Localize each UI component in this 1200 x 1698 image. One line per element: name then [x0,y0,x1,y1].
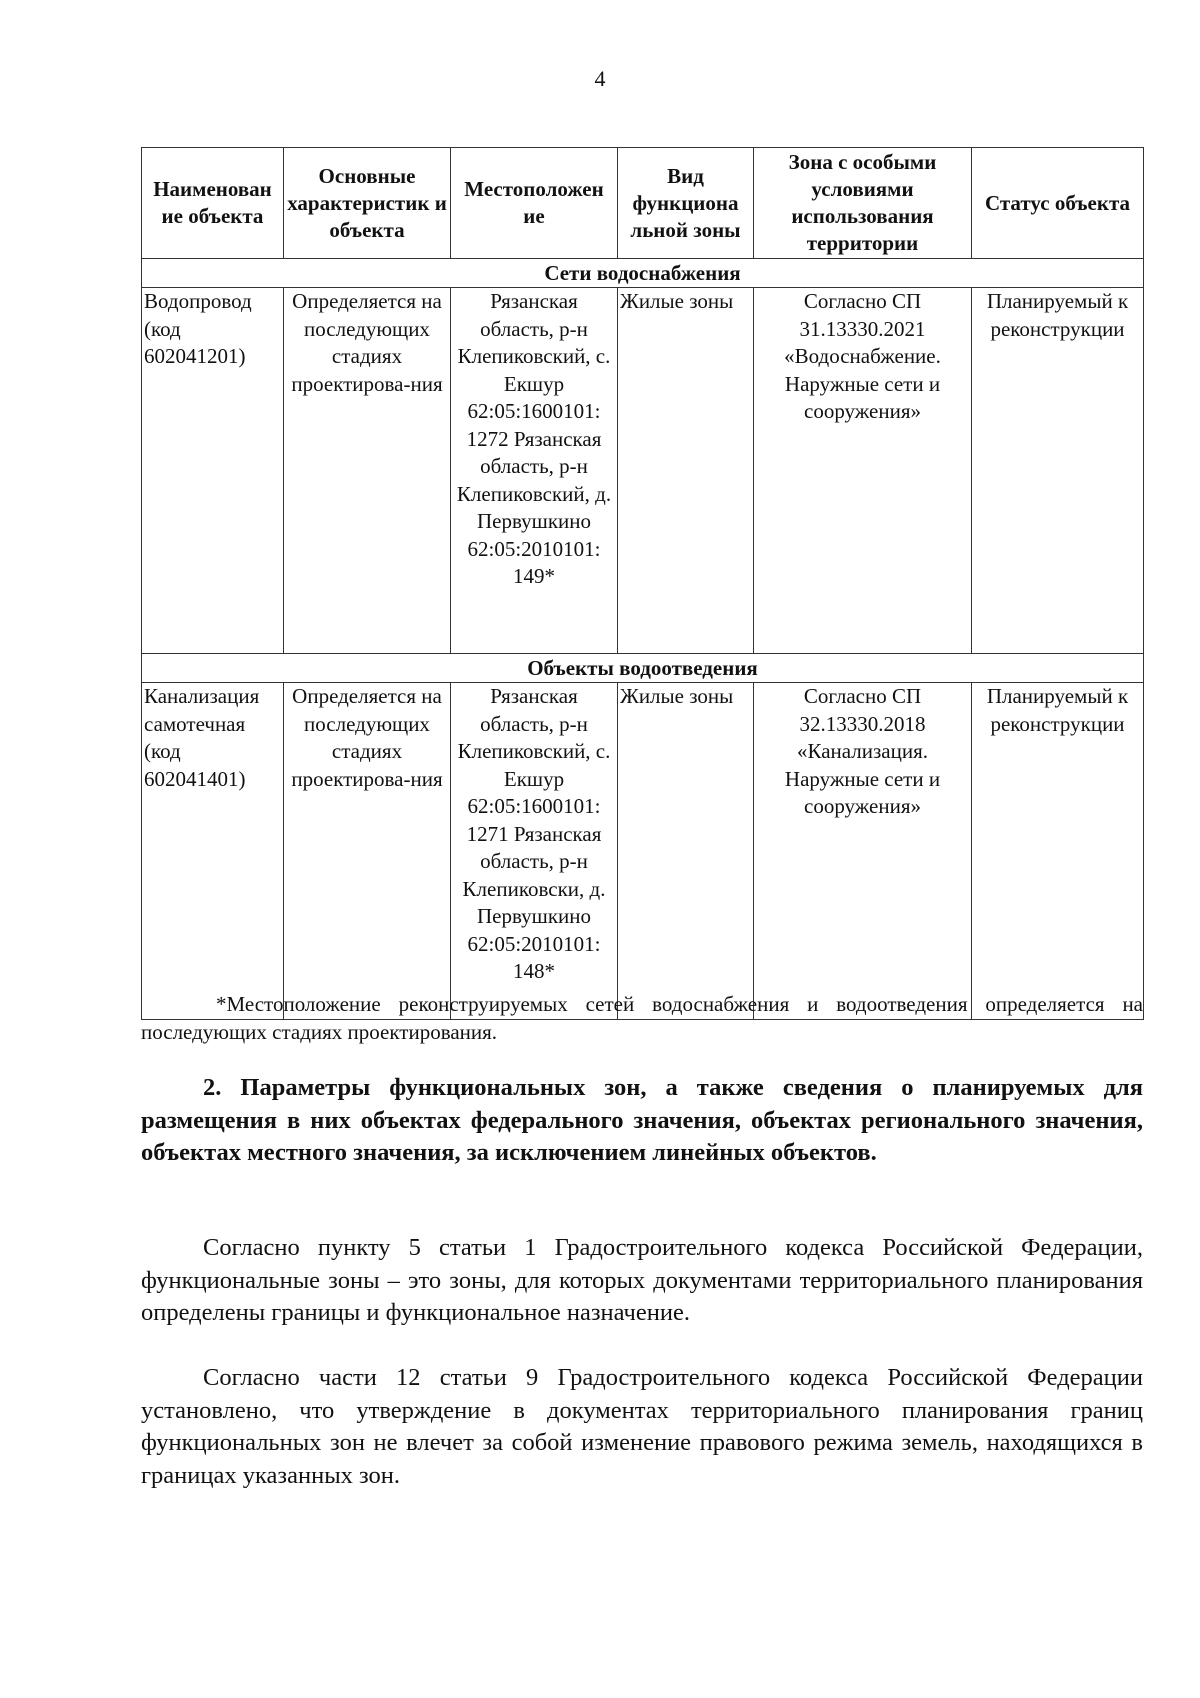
section-row-sewerage [142,654,1144,683]
section-title: Объекты водоотведения [142,654,1144,683]
cell-characteristics: Определяется на последующих стадиях проектирова-ния [284,288,451,654]
header-special-zone: Зона с особыми условиями использования территории [754,148,972,259]
section-heading: 2. Параметры функциональных зон, а также сведения о планируемых для размещения в них объектах федерального значения, объектах регионального значения, объектах местного значения, за исключением линейных объектов. [141,1074,1143,1166]
cell-location: Рязанская область, р-н Клепиковский, с. Екшур 62:05:1600101: 1272 Рязанская область, р-н Клепиковский, д. Первушкино 62:05:2010101: 149* [451,288,618,654]
header-status: Статус объекта [972,148,1144,259]
cell-special-zone: Согласно СП 31.13330.2021 «Водоснабжение. Наружные сети и сооружения» [754,288,972,654]
cell-functional-zone: Жилые зоны [618,683,754,1020]
cell-special-zone: Согласно СП 32.13330.2018 «Канализация. Наружные сети и сооружения» [754,683,972,1020]
cell-status: Планируемый к реконструкции [972,288,1144,654]
table-row [142,683,1144,1020]
infrastructure-table [141,147,1144,1020]
cell-functional-zone: Жилые зоны [618,288,754,654]
header-functional-zone: Вид функциона льной зоны [618,148,754,259]
table-header-row [142,148,1144,259]
section-row-water-supply [142,259,1144,288]
header-characteristics: Основные характеристик и объекта [284,148,451,259]
cell-characteristics: Определяется на последующих стадиях проектирова-ния [284,683,451,1020]
header-location: Местоположен ие [451,148,618,259]
cell-location: Рязанская область, р-н Клепиковский, с. Екшур 62:05:1600101: 1271 Рязанская область, р-н Клепиковски, д. Первушкино 62:05:2010101: 148* [451,683,618,1020]
table-footnote: *Местоположение реконструируемых сетей водоснабжения и водоотведения определяется на последующих стадиях проектирования. [141,992,1143,1044]
cell-object-name: Водопровод (код 602041201) [142,288,284,654]
paragraph: Согласно части 12 статьи 9 Градостроительного кодекса Российской Федерации установлено, что утверждение в документах территориального планирования границ функциональных зон не влечет за собой изменение правового режима земель, находящихся в границах указанных зон. [141,1364,1143,1489]
page-number: 4 [594,66,606,91]
cell-status: Планируемый к реконструкции [972,683,1144,1020]
cell-object-name: Канализация самотечная (код 602041401) [142,683,284,1020]
table-row [142,288,1144,654]
section-title: Сети водоснабжения [142,259,1144,288]
paragraph: Согласно пункту 5 статьи 1 Градостроительного кодекса Российской Федерации, функциональные зоны – это зоны, для которых документами территориального планирования определены границы и функциональное назначение. [141,1234,1143,1326]
header-object-name: Наименован ие объекта [142,148,284,259]
